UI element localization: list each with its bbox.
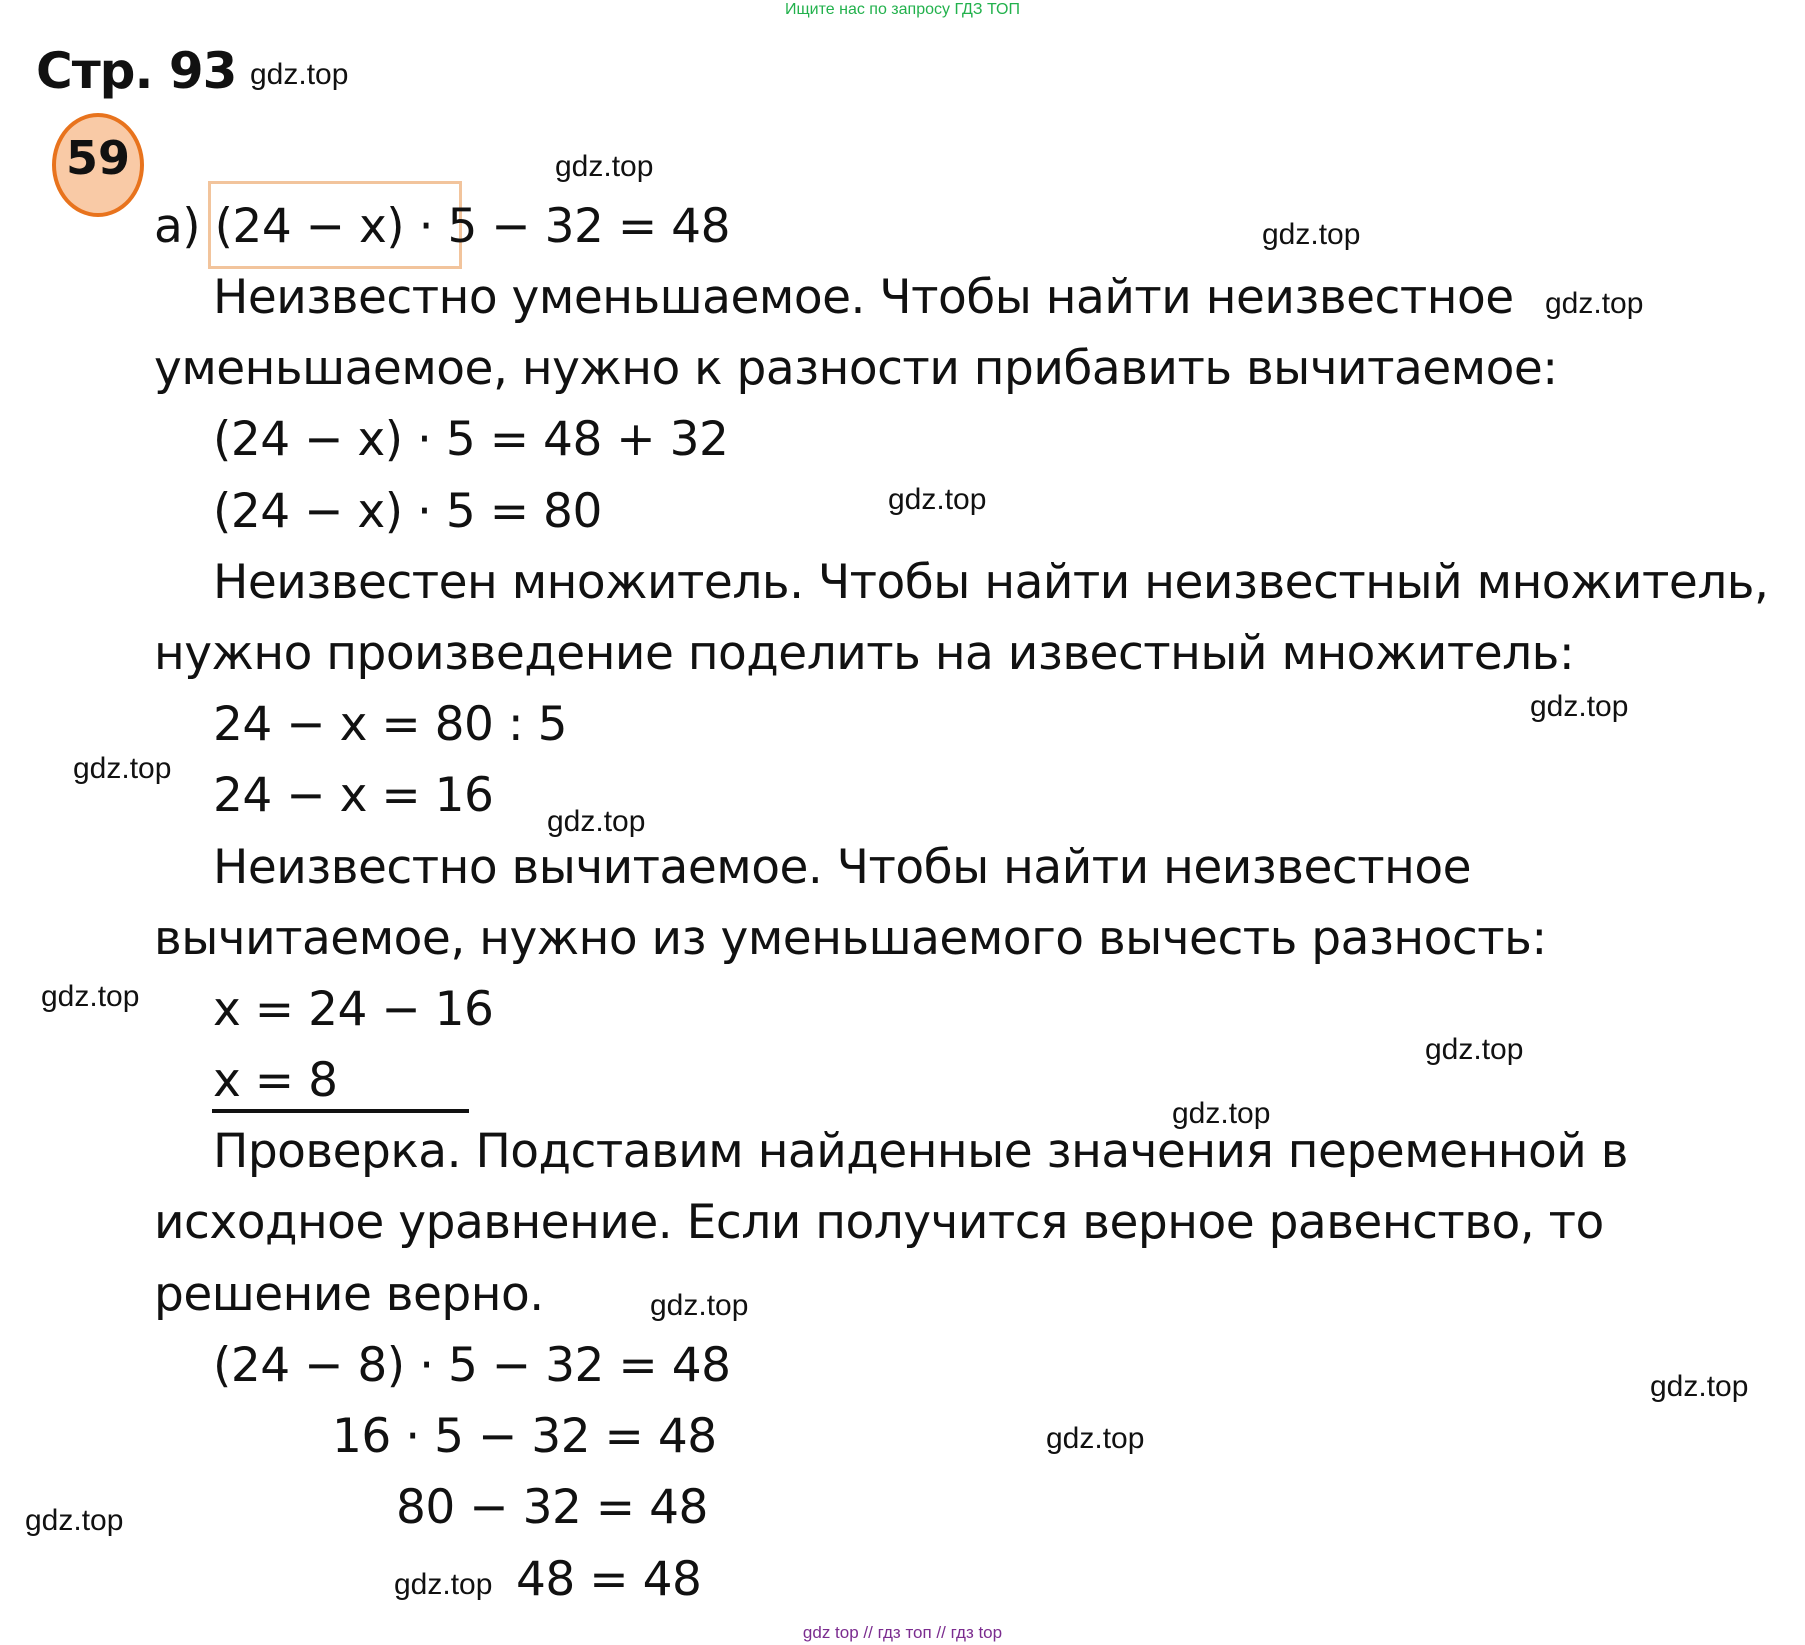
text-line: нужно произведение поделить на известный множитель: — [154, 626, 1575, 681]
watermark: gdz.top — [73, 752, 172, 785]
watermark: gdz.top — [555, 150, 654, 183]
top-banner: Ищите нас по запросу ГДЗ ТОП — [785, 1, 1020, 18]
watermark: gdz.top — [1425, 1033, 1524, 1066]
equation-line: x = 24 − 16 — [213, 982, 494, 1037]
check-line: 80 − 32 = 48 — [396, 1480, 708, 1535]
check-line: 48 = 48 — [516, 1552, 702, 1607]
text-line: Неизвестно вычитаемое. Чтобы найти неизвестное — [213, 840, 1472, 895]
watermark: gdz.top — [394, 1568, 493, 1601]
equation-line: 24 − x = 16 — [213, 768, 494, 823]
watermark: gdz.top — [1262, 218, 1361, 251]
text-line: Проверка. Подставим найденные значения переменной в — [213, 1124, 1628, 1179]
text-line: Неизвестен множитель. Чтобы найти неизвестный множитель, — [213, 555, 1769, 610]
answer-line: x = 8 — [213, 1053, 338, 1108]
check-line: (24 − 8) · 5 − 32 = 48 — [213, 1338, 731, 1393]
text-line: вычитаемое, нужно из уменьшаемого вычесть разность: — [154, 911, 1547, 966]
text-line: уменьшаемое, нужно к разности прибавить вычитаемое: — [154, 341, 1558, 396]
watermark: gdz.top — [1530, 690, 1629, 723]
text-line: исходное уравнение. Если получится верное равенство, то — [154, 1195, 1604, 1250]
equation-line: (24 − x) · 5 = 80 — [213, 484, 602, 539]
equation-line: 24 − x = 80 : 5 — [213, 697, 568, 752]
watermark: gdz.top — [888, 483, 987, 516]
equation-line: (24 − x) · 5 = 48 + 32 — [213, 412, 729, 467]
page-title: Стр. 93 — [36, 42, 237, 100]
watermark: gdz.top — [650, 1289, 749, 1322]
watermark: gdz.top — [547, 805, 646, 838]
task-number-badge — [52, 113, 144, 217]
text-line: решение верно. — [154, 1267, 544, 1322]
equation-line: а) (24 − x) · 5 − 32 = 48 — [154, 199, 730, 254]
watermark: gdz.top — [1172, 1097, 1271, 1130]
text-line: Неизвестно уменьшаемое. Чтобы найти неизвестное — [213, 270, 1514, 325]
watermark: gdz.top — [1545, 287, 1644, 320]
check-line: 16 · 5 − 32 = 48 — [332, 1409, 717, 1464]
answer-underline — [212, 1109, 469, 1113]
task-number: 59 — [65, 131, 130, 185]
watermark: gdz.top — [1650, 1370, 1749, 1403]
watermark: gdz.top — [25, 1504, 124, 1537]
watermark: gdz.top — [250, 58, 349, 91]
watermark: gdz.top — [1046, 1422, 1145, 1455]
bottom-links: gdz top // гдз топ // гдз top — [802, 1623, 1003, 1642]
watermark: gdz.top — [41, 980, 140, 1013]
